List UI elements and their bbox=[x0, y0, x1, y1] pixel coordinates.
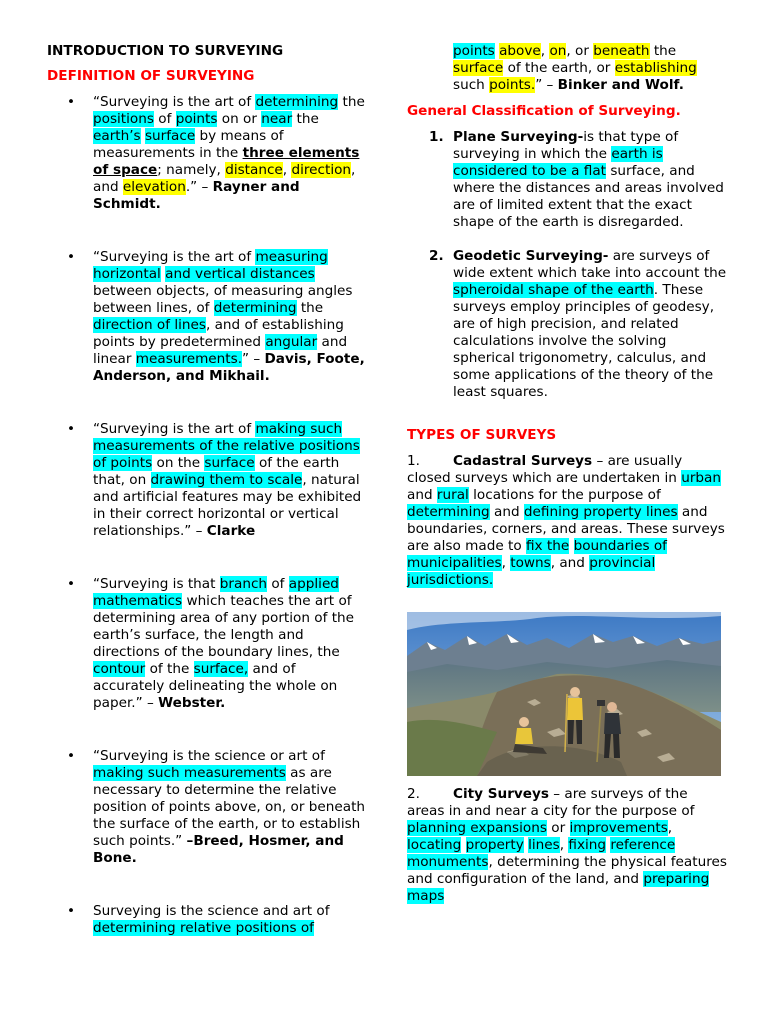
right-column bbox=[407, 43, 727, 589]
definition-heading: DEFINITION OF SURVEYING bbox=[47, 68, 255, 84]
survey-type-cadastral: 1. Cadastral Surveys – are usually closed surveys which are undertaken in urban and rural locations for the purpose of determining and defining property lines and boundaries, corners, and areas. These surveys are also made to fix the boundaries of municipalities, towns, and provincial jurisdictions. bbox=[407, 453, 725, 588]
survey-type-city: 2. City Surveys – are surveys of the areas in and near a city for the purpose of planning expansions or improvements, locating property lines, fixing reference monuments, determining the physical features and configuration of the land, and preparing maps bbox=[407, 786, 727, 904]
survey-type-term: Cadastral Surveys bbox=[453, 453, 593, 469]
definition-text: “Surveying is the science or art of making such measurements as are necessary to determine the relative position of points above, on, or beneath the surface of the earth, or to establish such points.” –Breed, Hosmer, and Bone. bbox=[93, 748, 366, 866]
item-number: 2. bbox=[429, 248, 444, 264]
classification-term: Plane Surveying- bbox=[453, 129, 584, 145]
survey-type-term: City Surveys bbox=[453, 786, 549, 802]
definition-author: Webster. bbox=[158, 695, 226, 711]
classification-heading: General Classification of Surveying. bbox=[407, 103, 681, 119]
definition-item-5 bbox=[47, 748, 367, 867]
definition-item-1 bbox=[47, 94, 367, 213]
definition-item-6-continued: points above, on, or beneath the surface of the earth, or establishing such points.” – Binker and Wolf. bbox=[453, 43, 697, 93]
definition-author: –Breed, Hosmer, and Bone. bbox=[93, 833, 344, 866]
definition-text: “Surveying is the art of making such measurements of the relative positions of points on the surface of the earth that, on drawing them to scale, natural and artificial features may be exhibited in their correct horizontal or vertical relationships.” – Clarke bbox=[93, 421, 362, 539]
surveyors-mountain-photo bbox=[407, 612, 721, 776]
definition-text: “Surveying is the art of measuring horizontal and vertical distances between objects, of measuring angles between lines, of determining the direction of lines, and of establishing points by predetermined angular and linear measurements.” – Davis, Foote, Anderson, and Mikhail. bbox=[93, 249, 365, 384]
bullet-icon: • bbox=[67, 576, 76, 592]
photo-illustration bbox=[407, 612, 721, 776]
definition-item-3 bbox=[47, 421, 367, 540]
definition-author: Clarke bbox=[206, 523, 256, 539]
definition-author: Rayner and Schmidt. bbox=[93, 179, 300, 212]
bullet-icon: • bbox=[67, 421, 76, 437]
bullet-icon: • bbox=[67, 903, 76, 919]
definition-text: Surveying is the science and art of determining relative positions of bbox=[93, 903, 330, 936]
bullet-icon: • bbox=[67, 748, 76, 764]
item-number: 1. bbox=[429, 129, 444, 145]
types-heading: TYPES OF SURVEYS bbox=[407, 427, 557, 443]
definition-item-6 bbox=[47, 903, 367, 937]
definition-item-4 bbox=[47, 576, 367, 712]
left-column bbox=[47, 43, 367, 937]
item-number: 2. bbox=[407, 786, 420, 802]
classification-item-plane: 1. Plane Surveying-is that type of surveying in which the earth is considered to be a flat surface, and where the distances and areas involved are of limited extent that the exact shape of the earth is disregarded. bbox=[429, 129, 724, 230]
item-number: 1. bbox=[407, 453, 420, 469]
definition-text: “Surveying is that branch of applied mathematics which teaches the art of determining area of any portion of the earth’s surface, the length and directions of the boundary lines, the contour of the surface, and of accurately delineating the whole on paper.” – Webster. bbox=[93, 576, 355, 711]
classification-term: Geodetic Surveying- bbox=[453, 248, 609, 264]
bullet-icon: • bbox=[67, 94, 76, 110]
definition-text: “Surveying is the art of determining the positions of points on or near the earth’s surface by means of measurements in the three elements of space; namely, distance, direction, and elevation.” – Rayner and Schmidt. bbox=[93, 94, 365, 212]
bullet-icon: • bbox=[67, 249, 76, 265]
definition-author: Binker and Wolf. bbox=[557, 77, 684, 93]
definition-author: Davis, Foote, Anderson, and Mikhail. bbox=[93, 351, 365, 384]
classification-item-geodetic: 2. Geodetic Surveying- are surveys of wide extent which take into account the spheroidal shape of the earth. These surveys employ principles of geodesy, are of high precision, and related calculations involve the solving spherical trigonometry, calculus, and some applications of the theory of the least squares. bbox=[429, 248, 727, 400]
document-title: INTRODUCTION TO SURVEYING bbox=[47, 43, 284, 59]
definition-item-2 bbox=[47, 249, 367, 385]
